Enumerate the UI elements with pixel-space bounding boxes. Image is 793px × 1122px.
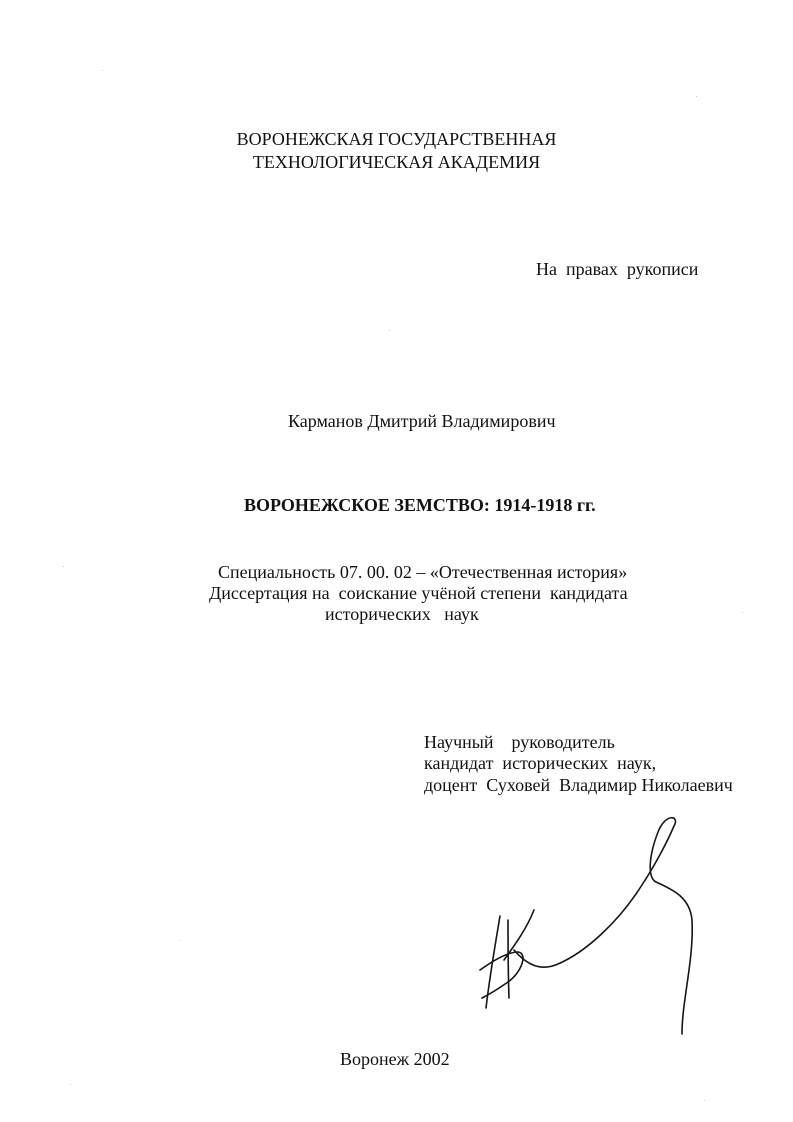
- scan-speck: [180, 940, 181, 941]
- specialty-line-3: исторических наук: [325, 604, 479, 624]
- specialty-line-1: Специальность 07. 00. 02 – «Отечественная история»: [218, 562, 628, 582]
- specialty-line-2: Диссертация на соискание учёной степени кандидата: [209, 583, 628, 603]
- author-name: Карманов Дмитрий Владимирович: [288, 411, 556, 431]
- scan-speck: [102, 70, 103, 71]
- scan-speck: [704, 1100, 705, 1101]
- dissertation-title: ВОРОНЕЖСКОЕ ЗЕМСТВО: 1914-1918 гг.: [244, 495, 596, 515]
- supervisor-line-3: доцент Суховей Владимир Николаевич: [424, 775, 733, 795]
- scan-speck: [389, 330, 390, 331]
- institution-line-1: ВОРОНЕЖСКАЯ ГОСУДАРСТВЕННАЯ: [236, 129, 557, 149]
- supervisor-line-2: кандидат исторических наук,: [424, 753, 657, 773]
- rights-notice: На правах рукописи: [536, 259, 699, 279]
- institution-line-2: ТЕХНОЛОГИЧЕСКАЯ АКАДЕМИЯ: [252, 152, 541, 172]
- handwritten-signature-icon: [468, 812, 708, 1042]
- scan-speck: [70, 1084, 71, 1085]
- scan-speck: [63, 566, 64, 567]
- supervisor-line-1: Научный руководитель: [424, 732, 615, 752]
- scan-speck: [696, 96, 697, 97]
- scan-speck: [742, 612, 743, 613]
- city-year: Воронеж 2002: [340, 1049, 450, 1069]
